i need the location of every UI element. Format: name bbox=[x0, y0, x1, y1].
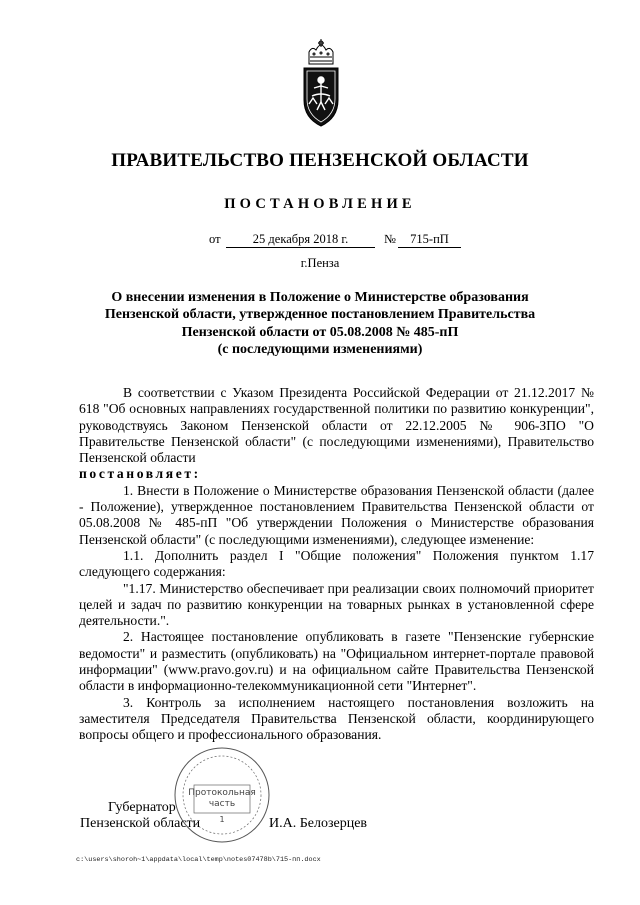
number-label: № bbox=[384, 232, 396, 246]
organization-title: ПРАВИТЕЛЬСТВО ПЕНЗЕНСКОЙ ОБЛАСТИ bbox=[111, 150, 529, 171]
resolves-word: постановляет: bbox=[79, 466, 201, 482]
document-number: 715-пП bbox=[398, 232, 461, 248]
city: г.Пенза bbox=[300, 256, 340, 270]
item-2-paragraph: 2. Настоящее постановление опубликовать в газете "Пензенские губернские ведомости" и разместить (опубликовать) на "Официальном интернет-портале правовой информации" (www.pravo.gov.ru) и на официальном сайте Правительства Пензенской области в информационно-телекоммуникационной сети "Интернет". bbox=[79, 629, 594, 694]
stamp-line-2: часть bbox=[208, 799, 236, 809]
item-3-paragraph: 3. Контроль за исполнением настоящего постановления возложить на заместителя Председателя Правительства Пензенской области, координирующего вопросы общего и профессионального образования. bbox=[79, 694, 594, 743]
document-date: 25 декабря 2018 г. bbox=[226, 232, 375, 248]
document-body bbox=[79, 385, 594, 744]
document-type: ПОСТАНОВЛЕНИЕ bbox=[224, 196, 416, 212]
resolves-paragraph bbox=[79, 466, 594, 482]
date-label: от bbox=[209, 232, 221, 246]
subject-line: Пензенской области, утвержденное постановлением Правительства bbox=[104, 307, 536, 323]
signatory-name: И.А. Белозерцев bbox=[269, 816, 368, 831]
date-number-row bbox=[0, 232, 640, 248]
signatory-title-line-2: Пензенской области bbox=[80, 816, 201, 831]
stamp-number: 1 bbox=[219, 815, 225, 824]
coat-of-arms-icon bbox=[300, 38, 342, 128]
file-path-footer: c:\users\shoroh~1\appdata\local\temp\notes07478b\715-пп.docx bbox=[76, 856, 321, 864]
subject-line: О внесении изменения в Положение о Министерстве образования bbox=[111, 290, 529, 305]
preamble-paragraph: В соответствии с Указом Президента Российской Федерации от 21.12.2017 № 618 "Об основных направлениях государственной политики по развитию конкуренции", руководствуясь Законом Пензенской области от 22.12.2005 № 906-ЗПО "О Правительстве Пензенской области" (с последующими изменениями), Правительство Пензенской области bbox=[79, 385, 594, 466]
subject-line: Пензенской области от 05.08.2008 № 485-пП bbox=[181, 324, 459, 340]
document-subject bbox=[80, 289, 560, 358]
subject-line: (с последующими изменениями) bbox=[217, 341, 423, 357]
item-1-paragraph: 1. Внести в Положение о Министерстве образования Пензенской области (далее - Положение), утвержденное постановлением Правительства Пензенской области от 05.08.2008 № 485-пП "Об утверждении Положения о Министерстве образования Пензенской области" (с последующими изменениями), следующее изменение: bbox=[79, 482, 594, 547]
stamp-line-1: Протокольная bbox=[188, 788, 256, 798]
signatory-title-line-1: Губернатор bbox=[108, 800, 176, 815]
item-1-1-paragraph: 1.1. Дополнить раздел I "Общие положения" Положения пунктом 1.17 следующего содержания: bbox=[79, 547, 594, 580]
item-1-17-paragraph: "1.17. Министерство обеспечивает при реализации своих полномочий приоритет целей и задач по развитию конкуренции на товарных рынках в установленной сфере деятельности.". bbox=[79, 580, 594, 629]
